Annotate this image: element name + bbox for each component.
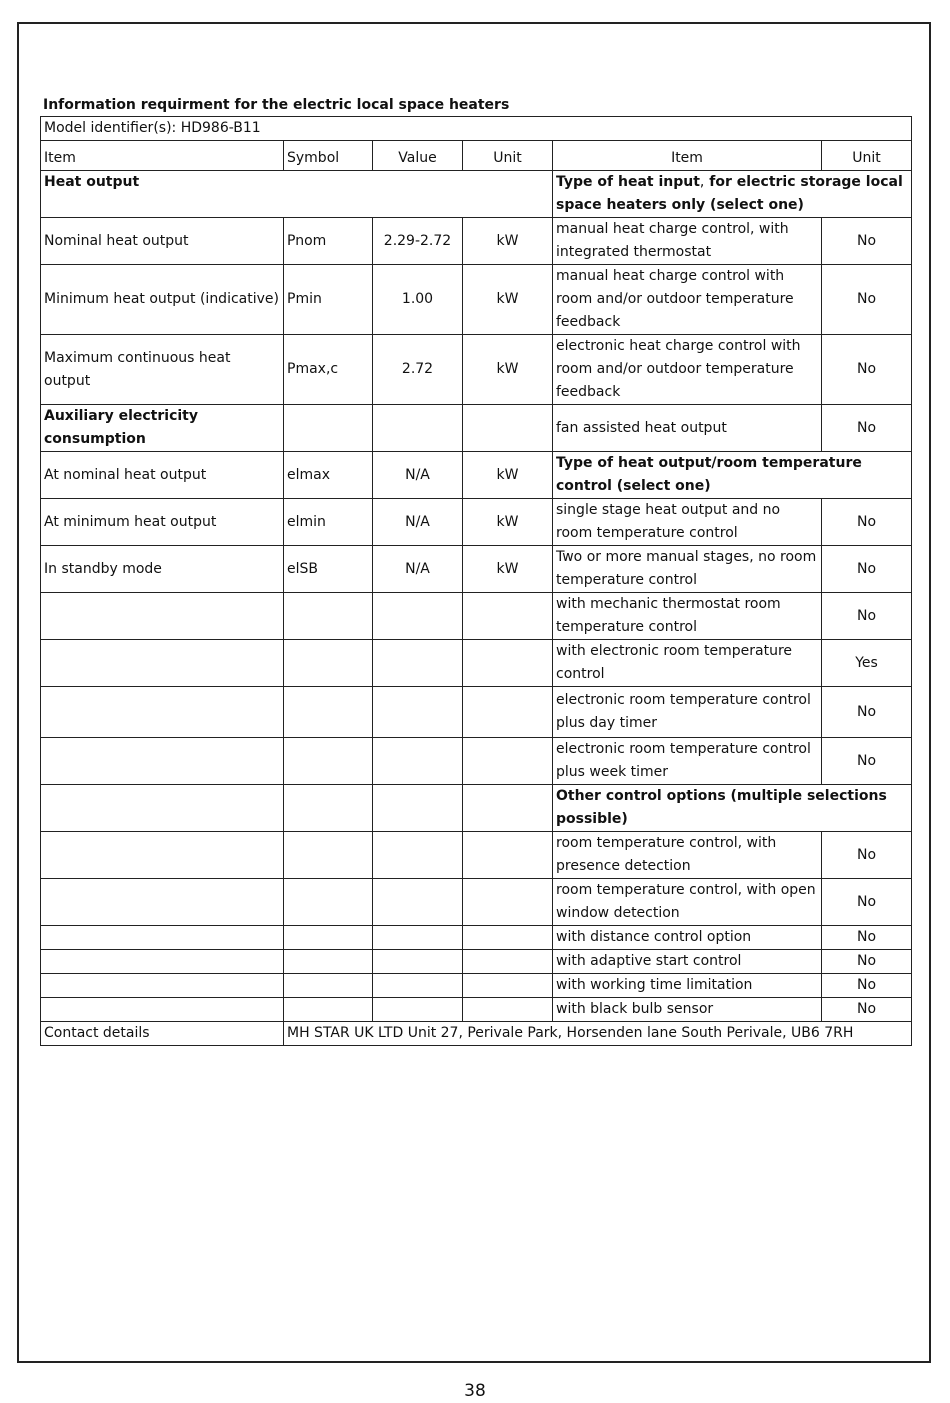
nominal-item: Nominal heat output [41, 218, 284, 265]
empty-cell [373, 832, 463, 879]
standby-unit: kW [463, 546, 553, 593]
manual-feedback-value: No [822, 265, 912, 335]
at-minimum-unit: kW [463, 499, 553, 546]
heat-input-suffix: for electric storage local space heaters only (select one) [556, 174, 903, 213]
electronic-item: with electronic room temperature control [553, 640, 822, 687]
two-or-more-value: No [822, 546, 912, 593]
empty-cell [463, 832, 553, 879]
empty-cell [373, 879, 463, 926]
page-title: Information requirment for the electric local space heaters [43, 97, 510, 113]
empty-cell [463, 974, 553, 998]
header-unit: Unit [463, 141, 553, 171]
at-nominal-unit: kW [463, 452, 553, 499]
empty-cell [373, 950, 463, 974]
empty-cell [284, 974, 373, 998]
manual-thermostat-value: No [822, 218, 912, 265]
mechanic-item: with mechanic thermostat room temperature control [553, 593, 822, 640]
empty-cell [41, 593, 284, 640]
heat-input-prefix: Type of heat input [556, 174, 700, 190]
empty-cell [373, 640, 463, 687]
day-timer-item: electronic room temperature control plus day timer [553, 687, 822, 738]
empty-cell [284, 879, 373, 926]
max-cont-item: Maximum continuous heat output [41, 335, 284, 405]
header-value: Value [373, 141, 463, 171]
empty-cell [41, 926, 284, 950]
manual-feedback-item: manual heat charge control with room and/or outdoor temperature feedback [553, 265, 822, 335]
empty-cell [284, 687, 373, 738]
manual-thermostat-item: manual heat charge control, with integrated thermostat [553, 218, 822, 265]
empty-cell [284, 998, 373, 1022]
empty-cell [373, 998, 463, 1022]
empty-cell [284, 926, 373, 950]
day-timer-value: No [822, 687, 912, 738]
black-bulb-item: with black bulb sensor [553, 998, 822, 1022]
distance-value: No [822, 926, 912, 950]
empty-cell [284, 738, 373, 785]
standby-item: In standby mode [41, 546, 284, 593]
adaptive-value: No [822, 950, 912, 974]
standby-symbol: elSB [284, 546, 373, 593]
working-time-item: with working time limitation [553, 974, 822, 998]
empty-cell [41, 879, 284, 926]
black-bulb-value: No [822, 998, 912, 1022]
page-number: 38 [464, 1381, 486, 1401]
header-symbol: Symbol [284, 141, 373, 171]
nominal-symbol: Pnom [284, 218, 373, 265]
max-cont-unit: kW [463, 335, 553, 405]
empty-cell [41, 832, 284, 879]
electronic-value: Yes [822, 640, 912, 687]
empty-cell [41, 738, 284, 785]
aux-heading: Auxiliary electricity consumption [41, 405, 284, 452]
empty-cell [41, 785, 284, 832]
mechanic-value: No [822, 593, 912, 640]
at-minimum-value: N/A [373, 499, 463, 546]
empty-cell [373, 405, 463, 452]
nominal-unit: kW [463, 218, 553, 265]
electronic-feedback-value: No [822, 335, 912, 405]
minimum-unit: kW [463, 265, 553, 335]
empty-cell [284, 950, 373, 974]
contact-value: MH STAR UK LTD Unit 27, Perivale Park, Horsenden lane South Perivale, UB6 7RH [284, 1022, 912, 1046]
empty-cell [41, 687, 284, 738]
empty-cell [284, 785, 373, 832]
empty-cell [463, 950, 553, 974]
heat-input-comma: , [699, 174, 705, 190]
empty-cell [373, 785, 463, 832]
at-minimum-symbol: elmin [284, 499, 373, 546]
empty-cell [373, 926, 463, 950]
empty-cell [41, 998, 284, 1022]
empty-cell [463, 926, 553, 950]
two-or-more-item: Two or more manual stages, no room temperature control [553, 546, 822, 593]
empty-cell [463, 640, 553, 687]
at-nominal-value: N/A [373, 452, 463, 499]
minimum-symbol: Pmin [284, 265, 373, 335]
heat-output-heading: Heat output [41, 171, 553, 218]
empty-cell [463, 738, 553, 785]
electronic-feedback-item: electronic heat charge control with room and/or outdoor temperature feedback [553, 335, 822, 405]
fan-assisted-value: No [822, 405, 912, 452]
fan-assisted-item: fan assisted heat output [553, 405, 822, 452]
contact-label: Contact details [41, 1022, 284, 1046]
empty-cell [41, 640, 284, 687]
other-heading: Other control options (multiple selections possible) [553, 785, 912, 832]
minimum-item: Minimum heat output (indicative) [41, 265, 284, 335]
header-item: Item [41, 141, 284, 171]
header-unit-right: Unit [822, 141, 912, 171]
nominal-value: 2.29-2.72 [373, 218, 463, 265]
max-cont-value: 2.72 [373, 335, 463, 405]
max-cont-symbol: Pmax,c [284, 335, 373, 405]
distance-item: with distance control option [553, 926, 822, 950]
empty-cell [463, 593, 553, 640]
header-item-right: Item [553, 141, 822, 171]
single-stage-item: single stage heat output and no room temperature control [553, 499, 822, 546]
open-window-item: room temperature control, with open window detection [553, 879, 822, 926]
empty-cell [373, 687, 463, 738]
empty-cell [284, 593, 373, 640]
heat-input-heading [553, 171, 912, 218]
empty-cell [463, 879, 553, 926]
at-nominal-item: At nominal heat output [41, 452, 284, 499]
week-timer-item: electronic room temperature control plus week timer [553, 738, 822, 785]
empty-cell [284, 640, 373, 687]
empty-cell [284, 405, 373, 452]
model-identifier: Model identifier(s): HD986-B11 [41, 117, 912, 141]
empty-cell [463, 785, 553, 832]
empty-cell [373, 738, 463, 785]
control-heading: Type of heat output/room temperature control (select one) [553, 452, 912, 499]
presence-value: No [822, 832, 912, 879]
empty-cell [373, 974, 463, 998]
working-time-value: No [822, 974, 912, 998]
at-minimum-item: At minimum heat output [41, 499, 284, 546]
at-nominal-symbol: elmax [284, 452, 373, 499]
empty-cell [373, 593, 463, 640]
presence-item: room temperature control, with presence detection [553, 832, 822, 879]
empty-cell [463, 998, 553, 1022]
empty-cell [41, 974, 284, 998]
week-timer-value: No [822, 738, 912, 785]
adaptive-item: with adaptive start control [553, 950, 822, 974]
single-stage-value: No [822, 499, 912, 546]
spec-table [40, 116, 912, 1046]
empty-cell [41, 950, 284, 974]
standby-value: N/A [373, 546, 463, 593]
open-window-value: No [822, 879, 912, 926]
minimum-value: 1.00 [373, 265, 463, 335]
empty-cell [284, 832, 373, 879]
empty-cell [463, 405, 553, 452]
empty-cell [463, 687, 553, 738]
